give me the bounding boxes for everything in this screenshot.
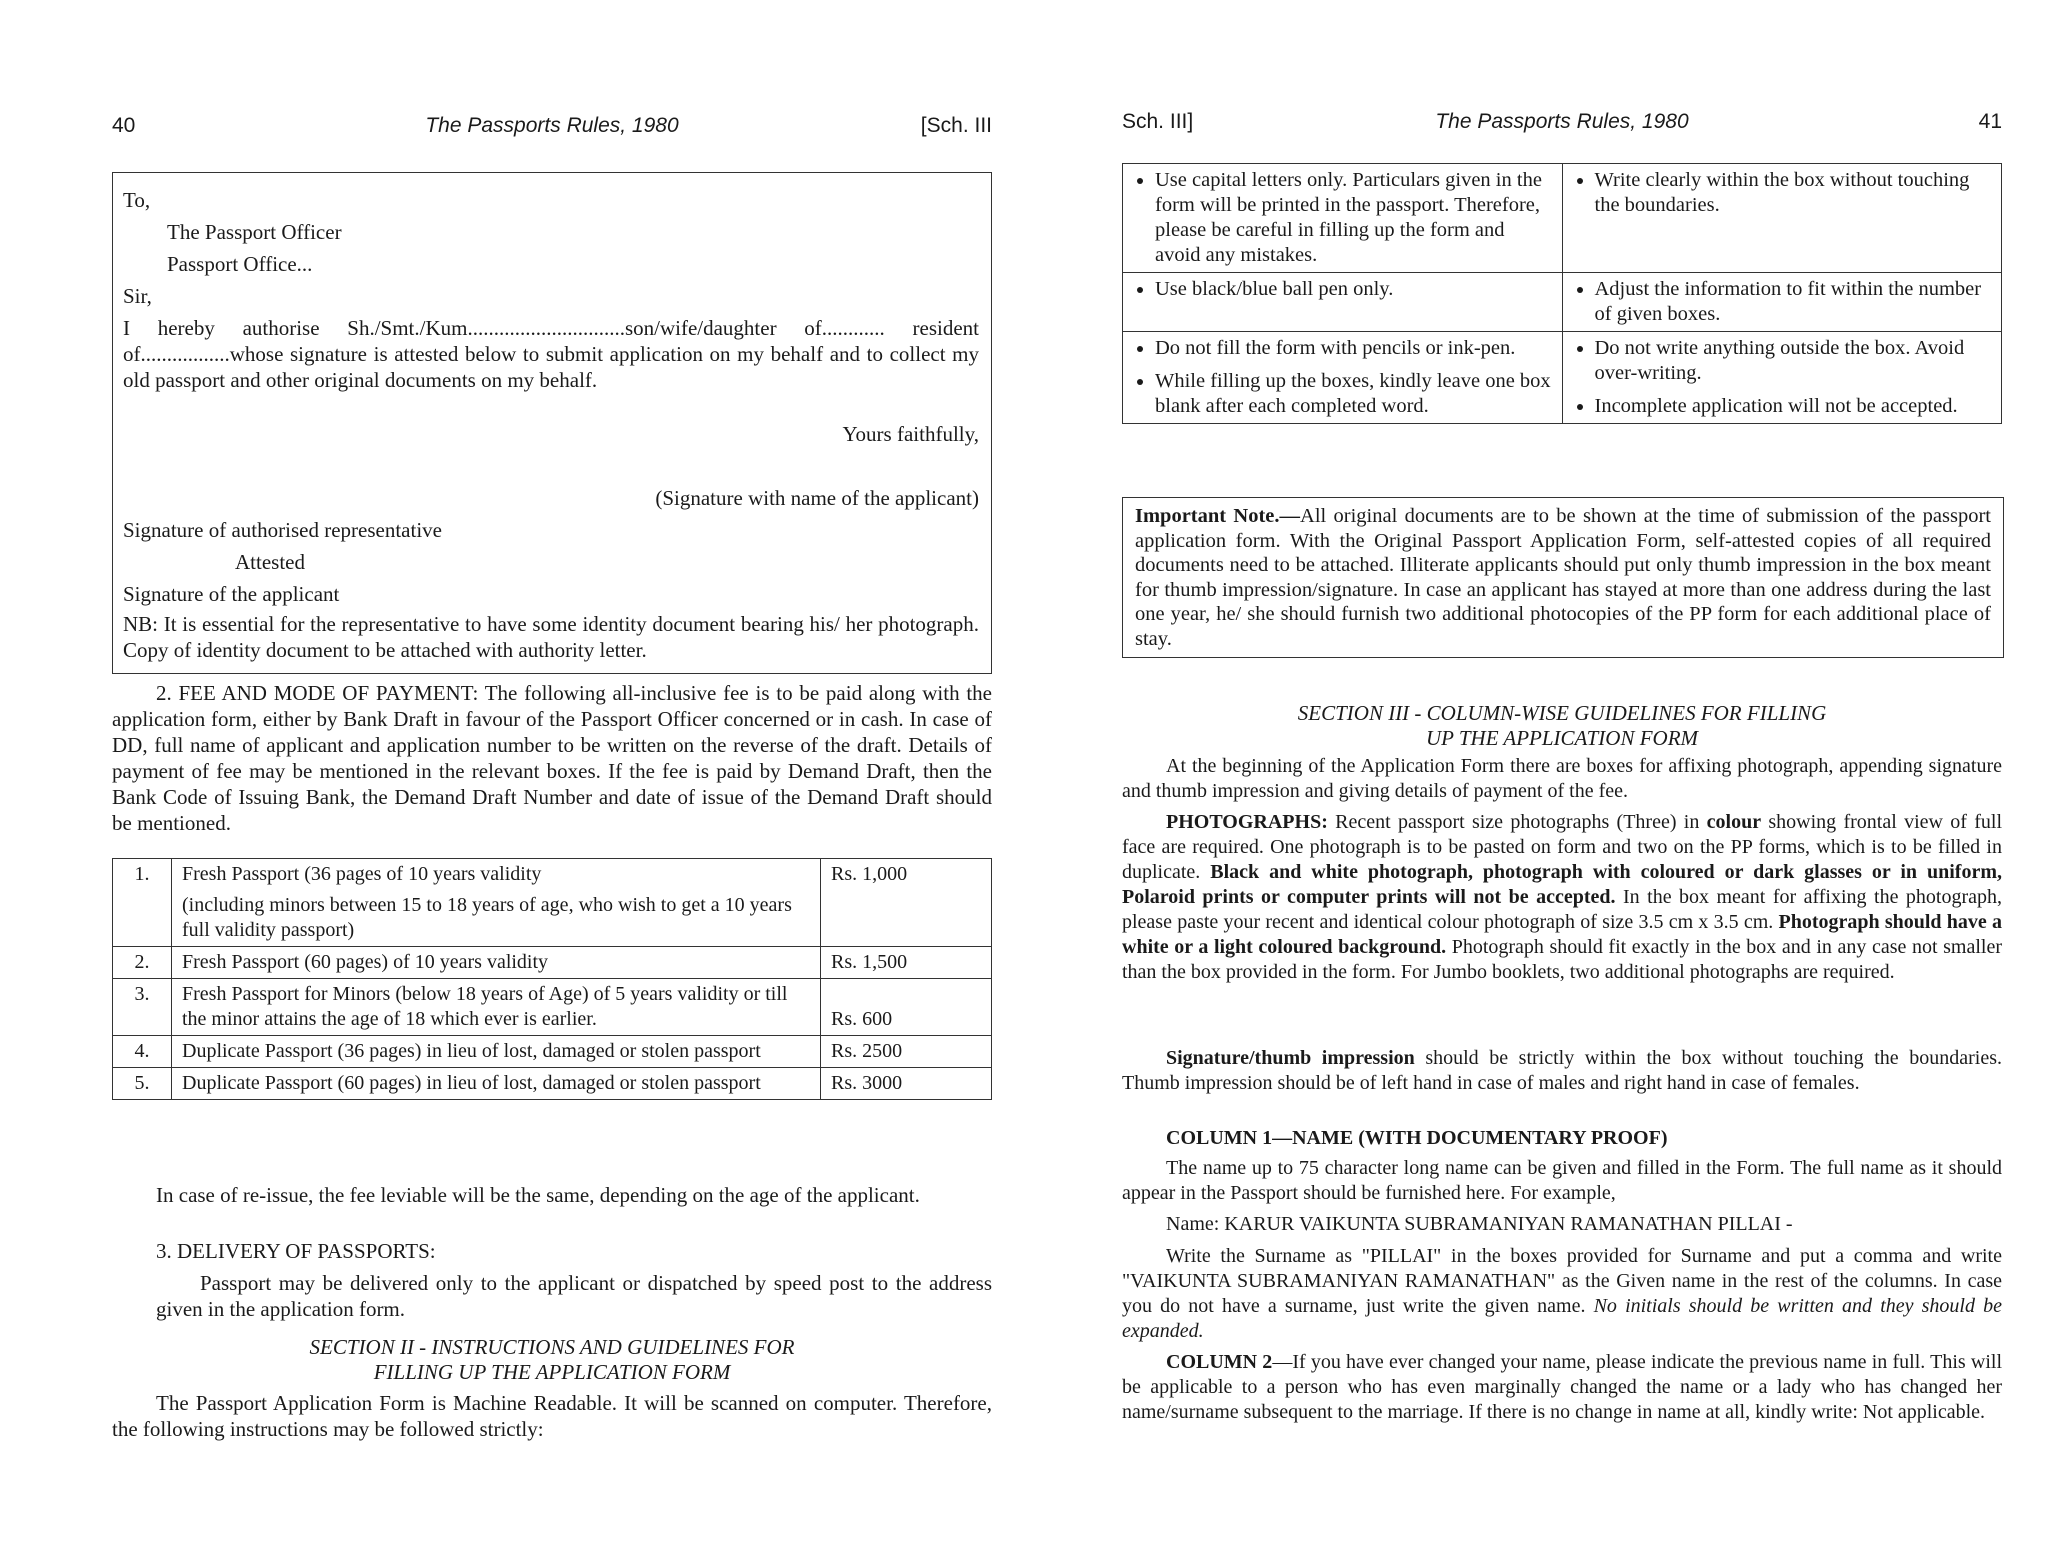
left-page (112, 0, 992, 1567)
left-running-head (112, 108, 992, 148)
column-1-heading: COLUMN 1—NAME (WITH DOCUMENTARY PROOF) (1166, 1127, 1668, 1149)
instruction-list (1573, 277, 1992, 327)
applicant-signature-line: (Signature with name of the applicant) (655, 486, 979, 510)
instructions-table (1122, 163, 2002, 424)
instructions-cell-right (1562, 273, 2002, 332)
fee-row (113, 1068, 992, 1100)
fee-row-description-line: Fresh Passport (60 pages) of 10 years validity (182, 951, 549, 973)
fee-row-number: 3. (113, 979, 172, 1036)
fee-row-description-line: Duplicate Passport (60 pages) in lieu of lost, damaged or stolen passport (182, 1072, 761, 1094)
column-2-text: —If you have ever changed your name, please indicate the previous name in full. This will be applicable to a person who has even marginally changed the name or a lady who has changed her name/surname subsequent to the marriage. If there is no change in name at all, kindly write: Not applicable. (1122, 1351, 2002, 1423)
delivery-paragraph: Passport may be delivered only to the applicant or dispatched by speed post to the address given in the application form. (156, 1271, 992, 1321)
fee-row-number: 1. (113, 859, 172, 947)
important-note-label: Important Note.— (1135, 505, 1301, 527)
instructions-row (1123, 273, 2002, 332)
instruction-item: • Do not write anything outside the box. Avoid over-writing. (1595, 336, 1992, 386)
fee-row (113, 979, 992, 1036)
instruction-list (1573, 336, 1992, 419)
fee-row-description-line: Duplicate Passport (36 pages) in lieu of lost, damaged or stolen passport (182, 1040, 761, 1062)
fee-row-description (172, 979, 821, 1036)
signature-paragraph (1122, 1046, 2002, 1096)
photo-text-1: Recent passport size photographs (Three) in (1327, 811, 1707, 833)
letter-closing: Yours faithfully, (842, 422, 979, 446)
page-number: 41 (1978, 110, 2002, 133)
instruction-item: • Use capital letters only. Particulars given in the form will be printed in the passport. Therefore, please be careful in filling up the form and avoid any mistakes. (1155, 168, 1552, 268)
section-ii-heading-2: FILLING UP THE APPLICATION FORM (373, 1360, 731, 1384)
letter-body: I hereby authorise Sh./Smt./Kum..............................son/wife/daughter of............ resident of.................whose signature is attested below to submit application on my behalf and to collect my old passport and other original documents on my behalf. (123, 316, 979, 392)
fee-section-paragraph: 2. FEE AND MODE OF PAYMENT: The following all-inclusive fee is to be paid along with the application form, either by Bank Draft in favour of the Passport Officer concerned or in cash. In case of DD, full name of applicant and application number to be written on the reverse of the draft. Details of payment of fee may be mentioned in the relevant boxes. If the fee is paid by Demand Draft, then the Bank Code of Issuing Bank, the Demand Draft Number and date of issue of the Demand Draft should be mentioned. (112, 681, 992, 835)
instructions-row (1123, 332, 2002, 424)
fee-row-description-note: (including minors between 15 to 18 years of age, who wish to get a 10 years full validity passport) (182, 894, 792, 941)
fee-row-amount: Rs. 600 (821, 979, 992, 1036)
schedule-label: [Sch. III (920, 114, 992, 137)
instruction-item: • Use black/blue ball pen only. (1155, 277, 1552, 302)
fee-row (113, 947, 992, 979)
instruction-list (1573, 168, 1992, 218)
fee-row-amount: Rs. 1,000 (821, 859, 992, 947)
instructions-cell-right (1562, 164, 2002, 273)
photo-text-2: showing frontal view of full face are required. One photograph is to be pasted on form and two on the PP forms, which is to be filled in duplicate. (1122, 811, 2003, 883)
fee-row (113, 859, 992, 947)
instructions-cell-left (1123, 332, 1563, 424)
fee-row-description-line: Fresh Passport for Minors (below 18 years of Age) of 5 years validity or till the minor attains the age of 18 which ever is earlier. (182, 983, 788, 1030)
reissue-note: In case of re-issue, the fee leviable will be the same, depending on the age of the applicant. (156, 1183, 920, 1207)
important-note-box (1122, 497, 2004, 658)
column-2-heading: COLUMN 2 (1166, 1351, 1273, 1373)
photo-background-rule: Photograph should have a white or a light coloured background. (1122, 911, 2002, 958)
letter-salutation: Sir, (123, 284, 152, 308)
schedule-label: Sch. III] (1122, 110, 1194, 133)
column-2-paragraph (1122, 1350, 2002, 1425)
fee-row-amount: Rs. 1,500 (821, 947, 992, 979)
photographs-paragraph (1122, 810, 2002, 985)
fee-row-number: 4. (113, 1036, 172, 1068)
important-note-text: All original documents are to be shown at the time of submission of the passport application form. With the Original Passport Application Form, self-attested copies of all required documents need to be attached. Illiterate applicants should put only thumb impression in the box meant for thumb impression/signature. In case an applicant has stayed at more than one address during the last one year, he/ she should furnish two additional photocopies of the PP form for each additional place of stay. (1135, 505, 1991, 650)
instruction-item: • Adjust the information to fit within the number of given boxes. (1595, 277, 1992, 327)
name-example: Name: KARUR VAIKUNTA SUBRAMANIYAN RAMANATHAN PILLAI - (1166, 1213, 1793, 1235)
surname-text: Write the Surname as "PILLAI" in the boxes provided for Surname and put a comma and write "VAIKUNTA SUBRAMANIYAN RAMANATHAN" as the Given name in the rest of the columns. In case you do not have a surname, just write the given name. (1122, 1245, 2002, 1317)
section-iii-heading-2: UP THE APPLICATION FORM (1425, 726, 1699, 750)
fee-row-description (172, 1036, 821, 1068)
instruction-list (1133, 277, 1552, 302)
instructions-row (1123, 164, 2002, 273)
representative-signature-label: Signature of authorised representative (123, 518, 442, 542)
fee-row-amount: Rs. 3000 (821, 1068, 992, 1100)
fee-row-description (172, 1068, 821, 1100)
attested-label: Attested (235, 550, 305, 574)
instruction-list (1133, 336, 1552, 419)
fee-row-description-line: Fresh Passport (36 pages of 10 years validity (182, 863, 542, 885)
right-running-head (1122, 104, 2002, 144)
delivery-heading: 3. DELIVERY OF PASSPORTS: (156, 1239, 436, 1263)
fee-row (113, 1036, 992, 1068)
letter-to: To, (123, 188, 151, 212)
instruction-list (1133, 168, 1552, 268)
letter-addressee-2: Passport Office... (167, 252, 313, 276)
signature-heading: Signature/thumb impression (1166, 1047, 1415, 1069)
fee-row-description (172, 859, 821, 947)
instructions-cell-right (1562, 332, 2002, 424)
section-ii-heading-1: SECTION II - INSTRUCTIONS AND GUIDELINES FOR (309, 1335, 795, 1359)
initials-rule: No initials should be written and they should be expanded. (1122, 1295, 2002, 1342)
fee-table (112, 858, 992, 1100)
section-iii-intro: At the beginning of the Application Form there are boxes for affixing photograph, appending signature and thumb impression and giving details of payment of the fee. (1122, 755, 2002, 802)
photo-text-3: In the box meant for affixing the photograph, please paste your recent and identical colour photograph of size 3.5 cm x 3.5 cm. (1122, 886, 2002, 933)
applicant-signature-label: Signature of the applicant (123, 582, 340, 606)
letter-addressee-1: The Passport Officer (167, 220, 342, 244)
right-page (1122, 0, 2002, 1567)
authority-letter-box (112, 172, 992, 674)
photographs-heading: PHOTOGRAPHS: (1166, 811, 1328, 833)
photo-text-4: Photograph should fit exactly in the box and in any case not smaller than the box provided in the form. For Jumbo booklets, two additional photographs are required. (1122, 936, 2002, 983)
instructions-cell-left (1123, 164, 1563, 273)
running-title: The Passports Rules, 1980 (1435, 110, 1689, 133)
instruction-item: • Do not fill the form with pencils or ink-pen. (1155, 336, 1552, 361)
fee-row-description (172, 947, 821, 979)
instructions-cell-left (1123, 273, 1563, 332)
fee-row-amount: Rs. 2500 (821, 1036, 992, 1068)
running-title: The Passports Rules, 1980 (425, 114, 679, 137)
section-ii-paragraph: The Passport Application Form is Machine Readable. It will be scanned on computer. Therefore, the following instructions may be followed strictly: (112, 1391, 992, 1441)
photo-colour: colour (1706, 811, 1762, 833)
letter-nb: NB: It is essential for the representative to have some identity document bearing his/ her photograph. Copy of identity document to be attached with authority letter. (123, 612, 979, 662)
page-number: 40 (112, 114, 136, 137)
section-iii-heading-1: SECTION III - COLUMN-WISE GUIDELINES FOR FILLING (1297, 701, 1827, 725)
instruction-item: • Write clearly within the box without touching the boundaries. (1595, 168, 1992, 218)
photo-rejection-rule: Black and white photograph, photograph with coloured or dark glasses or in uniform, Polaroid prints or computer prints will not be accepted. (1122, 861, 2002, 908)
fee-row-number: 2. (113, 947, 172, 979)
instruction-item: • Incomplete application will not be accepted. (1595, 394, 1992, 419)
signature-text: should be strictly within the box without touching the boundaries. Thumb impression should be of left hand in case of males and right hand in case of females. (1122, 1047, 2002, 1094)
surname-paragraph (1122, 1244, 2002, 1344)
column-1-paragraph: The name up to 75 character long name can be given and filled in the Form. The full name as it should appear in the Passport should be furnished here. For example, (1122, 1157, 2002, 1204)
instruction-item: • While filling up the boxes, kindly leave one box blank after each completed word. (1155, 369, 1552, 419)
fee-row-number: 5. (113, 1068, 172, 1100)
